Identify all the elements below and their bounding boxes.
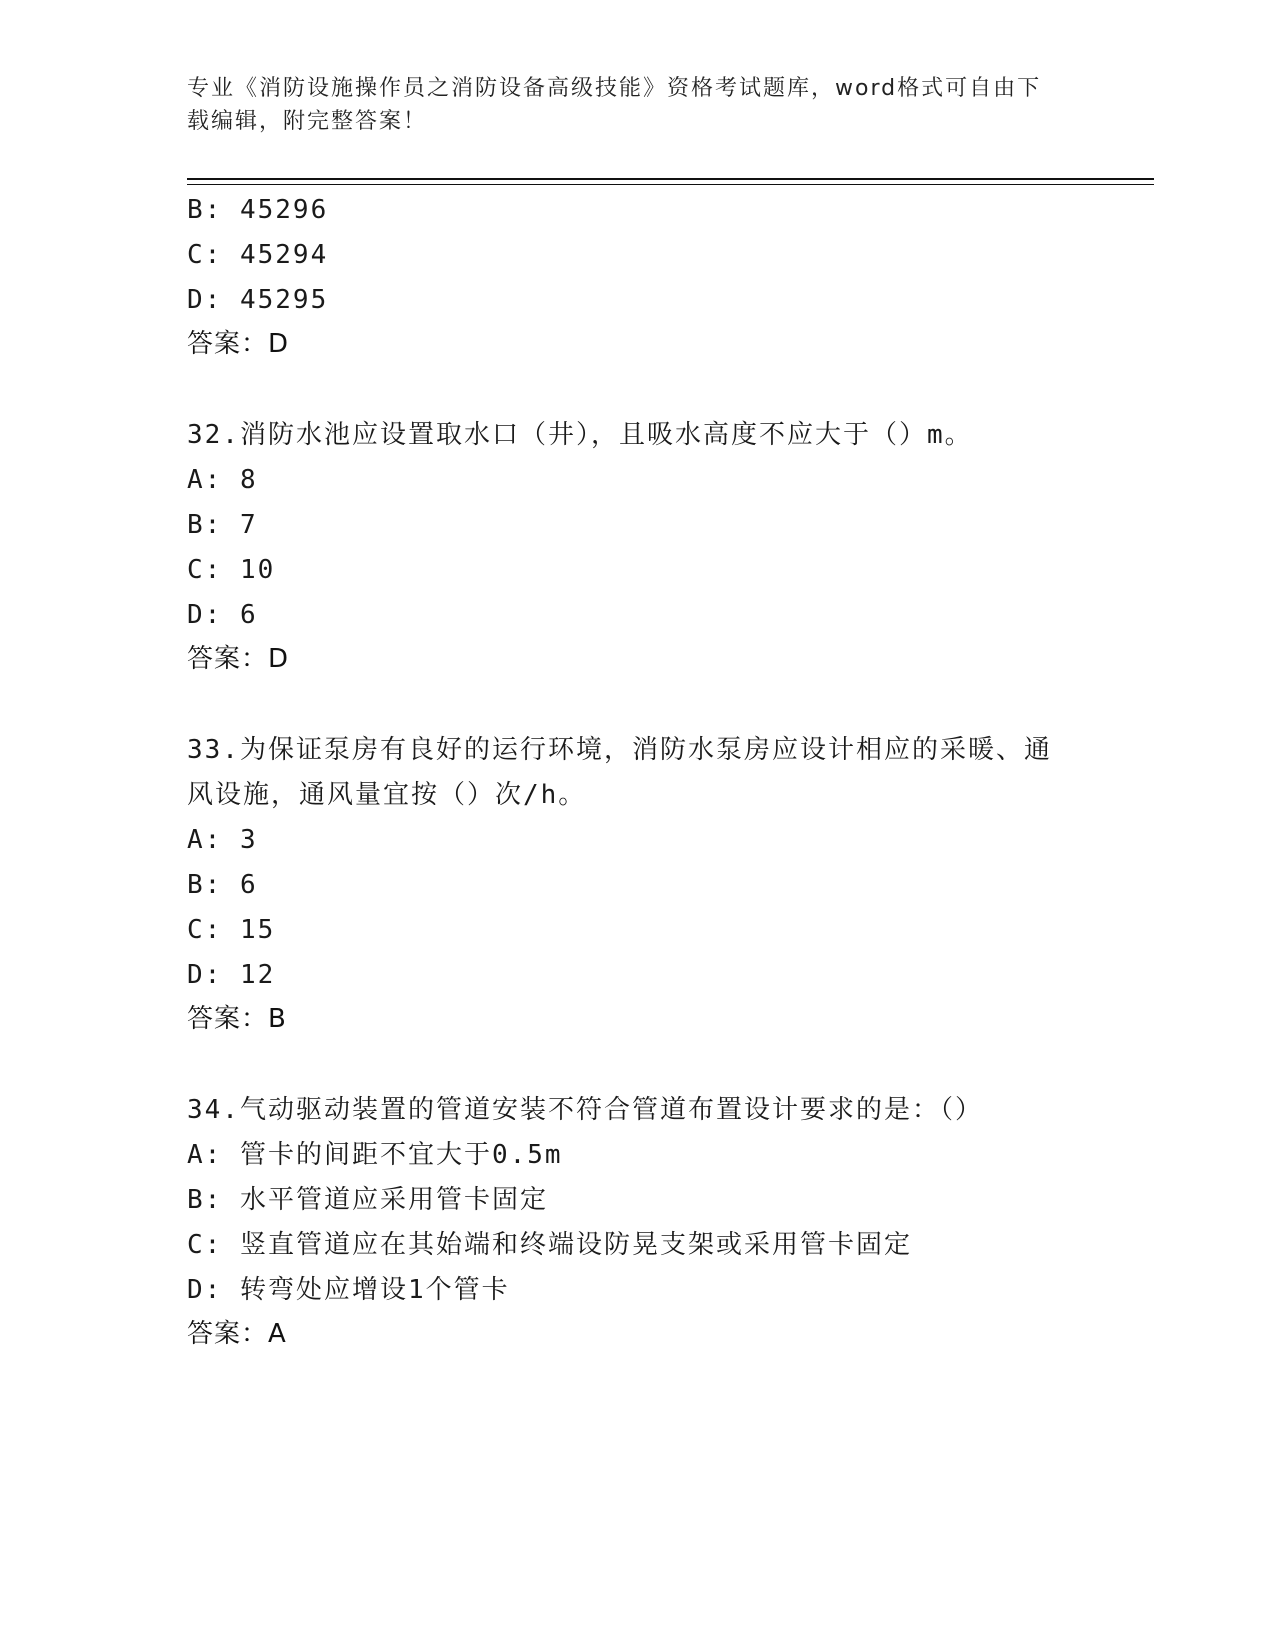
option-c: C: 45294 xyxy=(187,240,329,270)
header-rule xyxy=(187,178,1154,180)
option-c: C: 15 xyxy=(187,915,276,945)
option-a: A: 3 xyxy=(187,825,258,855)
option-d: D: 6 xyxy=(187,600,258,630)
header-rule-thin xyxy=(187,184,1154,185)
question-stem: 33.为保证泵房有良好的运行环境，消防水泵房应设计相应的采暖、通 xyxy=(187,735,1052,765)
option-c: C: 竖直管道应在其始端和终端设防晃支架或采用管卡固定 xyxy=(187,1230,912,1260)
question-stem: 34.气动驱动装置的管道安装不符合管道布置设计要求的是：（） xyxy=(187,1095,983,1125)
answer: 答案：D xyxy=(187,329,290,359)
option-c: C: 10 xyxy=(187,555,276,585)
option-b: B: 45296 xyxy=(187,195,329,225)
header-line-2: 载编辑，附完整答案！ xyxy=(187,109,428,134)
answer: 答案：D xyxy=(187,644,290,674)
option-d: D: 45295 xyxy=(187,285,329,315)
option-b: B: 7 xyxy=(187,510,258,540)
question-stem: 32.消防水池应设置取水口（井），且吸水高度不应大于（）m。 xyxy=(187,420,973,450)
document-header xyxy=(187,72,1087,138)
header-line-1: 专业《消防设施操作员之消防设备高级技能》资格考试题库，word格式可自由下 xyxy=(187,76,1042,101)
option-a: A: 管卡的间距不宜大于0.5m xyxy=(187,1140,563,1170)
option-b: B: 6 xyxy=(187,870,258,900)
question-stem-continued: 风设施，通风量宜按（）次/h。 xyxy=(187,780,587,810)
option-d: D: 12 xyxy=(187,960,276,990)
option-d: D: 转弯处应增设1个管卡 xyxy=(187,1275,510,1305)
answer: 答案：A xyxy=(187,1319,287,1349)
answer: 答案：B xyxy=(187,1004,287,1034)
option-b: B: 水平管道应采用管卡固定 xyxy=(187,1185,548,1215)
option-a: A: 8 xyxy=(187,465,258,495)
